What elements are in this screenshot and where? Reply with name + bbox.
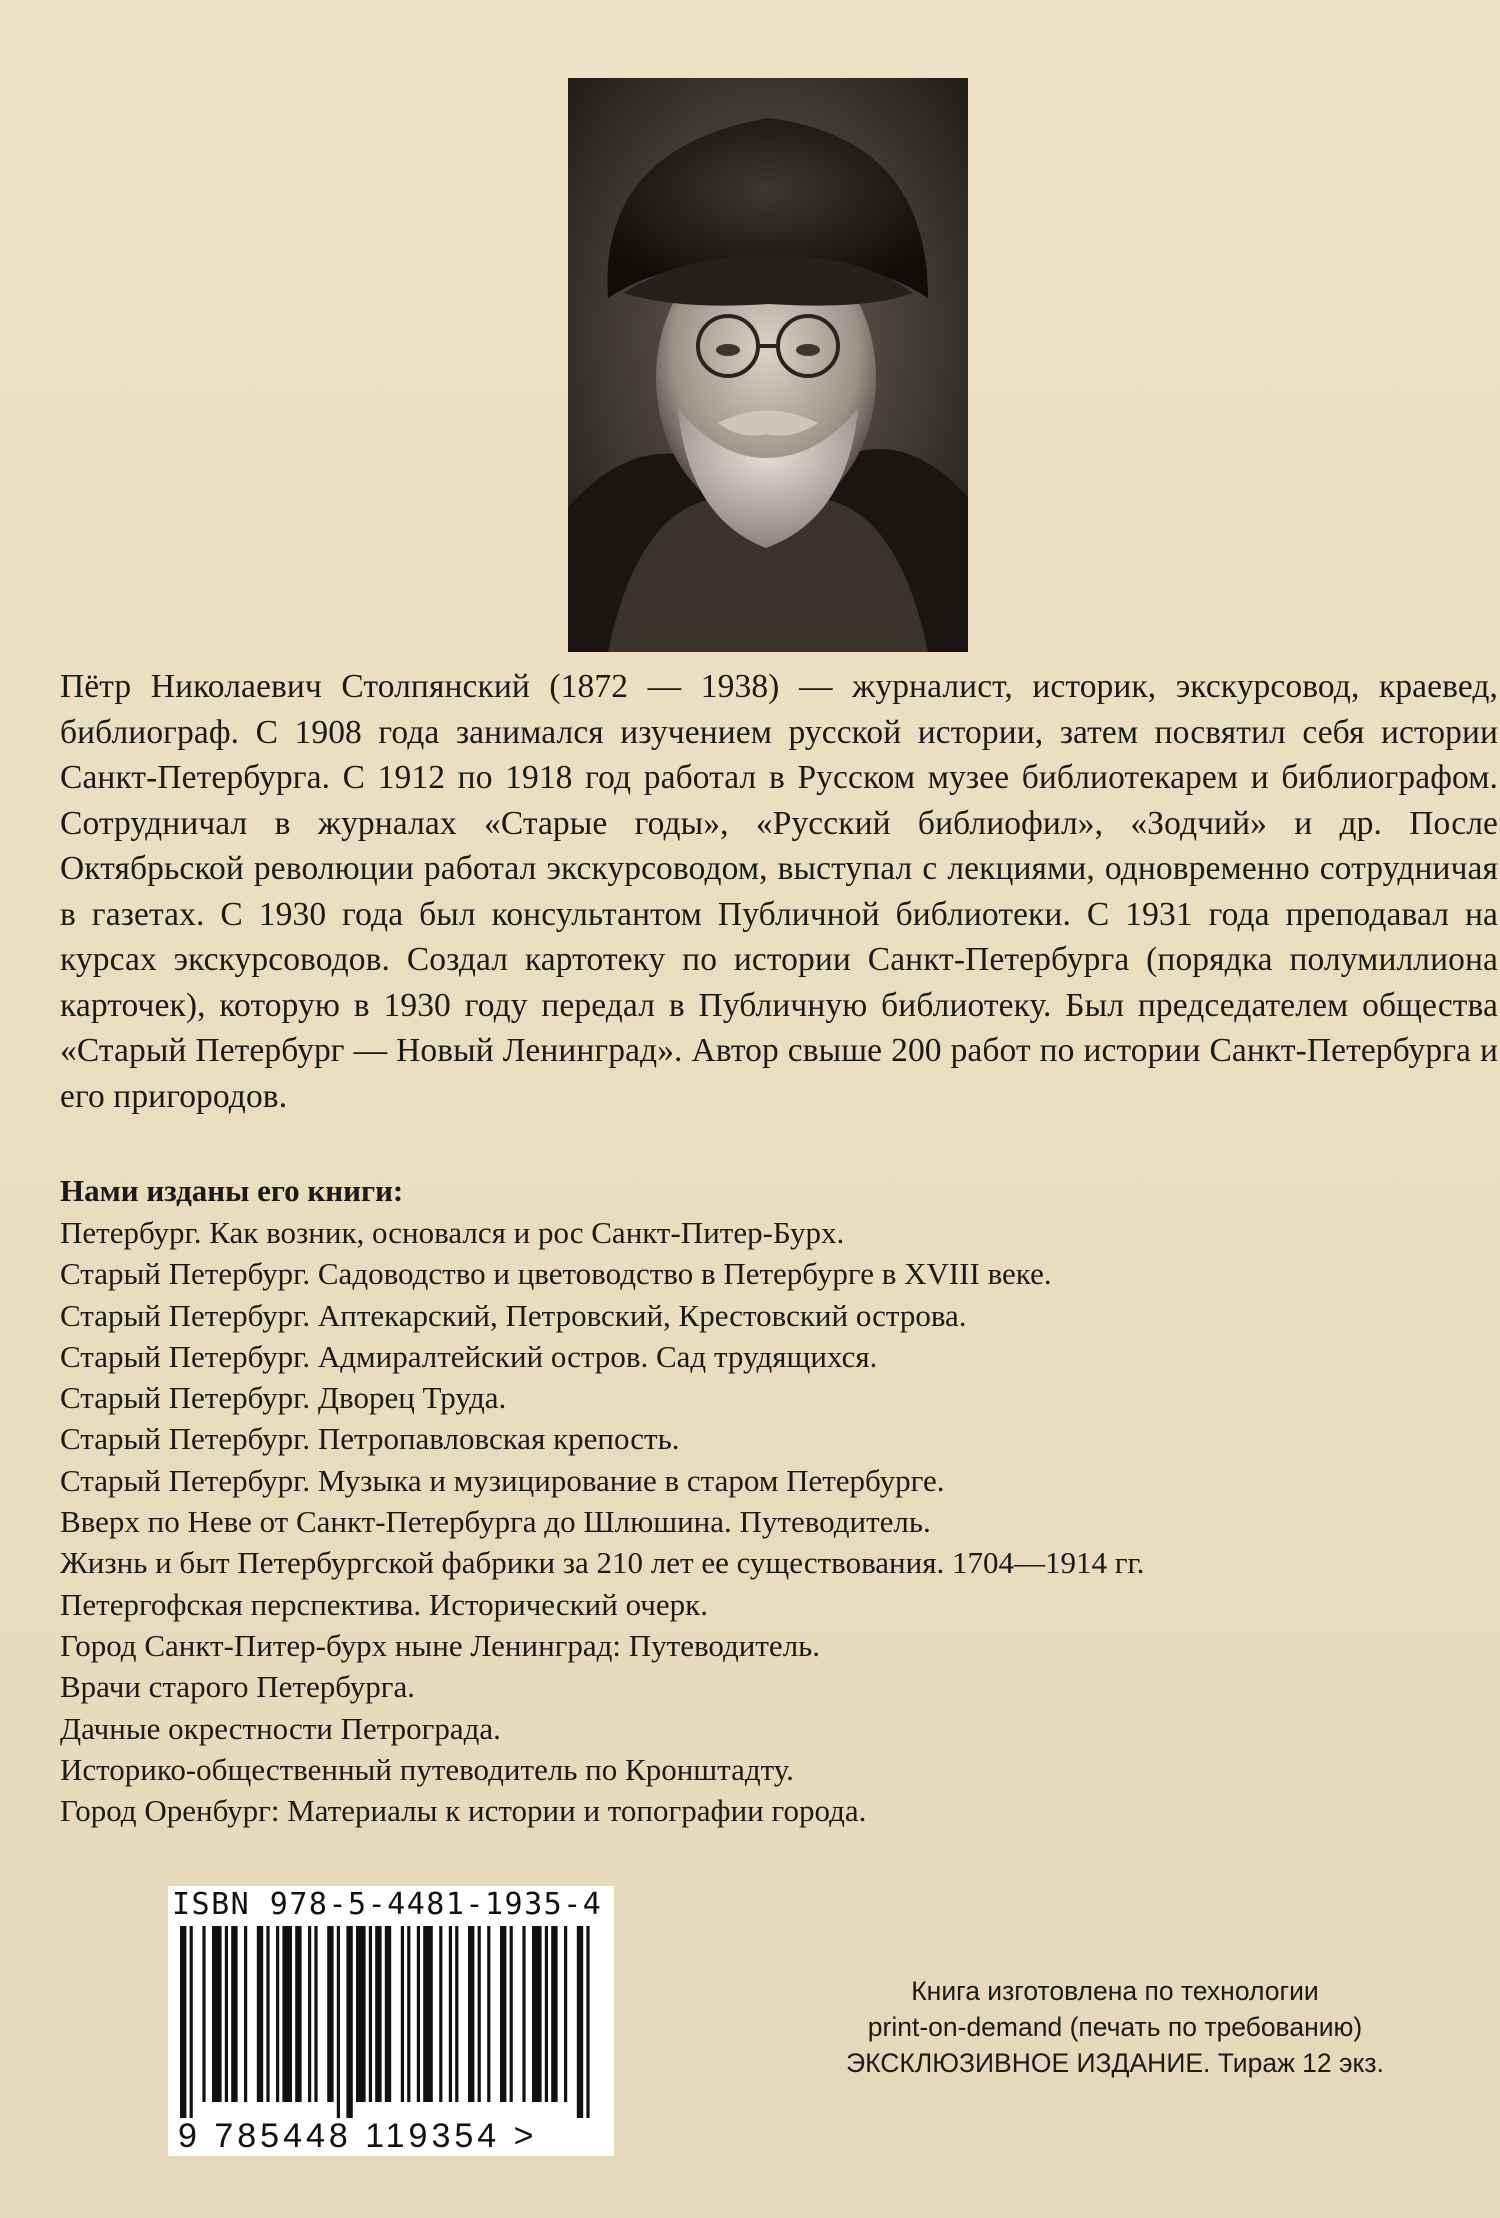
barcode-bar	[500, 1926, 506, 2102]
barcode-bar	[212, 1926, 222, 2102]
barcode-bar	[551, 1926, 557, 2102]
barcode-bar	[478, 1926, 481, 2102]
barcode-bar	[276, 1926, 279, 2102]
barcode-bar	[487, 1926, 490, 2102]
barcode-bar	[564, 1926, 567, 2102]
barcode-bar	[282, 1926, 292, 2102]
barcode-bar	[327, 1926, 333, 2102]
barcode-bar	[314, 1926, 317, 2102]
barcode-bar	[225, 1926, 228, 2102]
author-biography: Пётр Николаевич Столпянский (1872 — 1938) — журналист, историк, экскурсовод, краевед, библиограф. С 1908 года занимался изучением русской истории, затем посвятил себя истории Санкт-Петербурга. С 1912 по 1918 год работал в Русском музее библиотекарем и библиографом. Сотрудничал в журналах «Старые годы», «Русский библиофил», «Зодчий» и др. После Октябрьской революции работал экскурсоводом, выступал с лекциями, одновременно сотрудничая в газетах. С 1930 года был консультантом Публичной библиотеки. С 1931 года преподавал на курсах экскурсоводов. Создал картотеку по истории Санкт-Петербурга (порядка полумиллиона карточек), которую в 1930 году передал в Публичную библиотеку. Был председателем общества «Старый Петербург — Новый Ленинград». Автор свыше 200 работ по истории Санкт-Петербурга и его пригородов.	[60, 668, 1498, 1115]
barcode-bar	[417, 1926, 420, 2102]
list-item: Врачи старого Петербурга.	[60, 1669, 416, 1705]
barcode-bar	[244, 1926, 247, 2102]
barcode-bar	[295, 1926, 301, 2102]
barcode-bar	[401, 1926, 404, 2102]
list-item: Жизнь и быт Петербургской фабрики за 210 лет ее существования. 1704—1914 гг.	[60, 1545, 1145, 1581]
barcode-bar	[308, 1926, 311, 2102]
barcode-bar	[346, 1926, 352, 2118]
barcode-bar	[423, 1926, 433, 2102]
barcode-bar	[337, 1926, 340, 2118]
books-list	[60, 1212, 1460, 1831]
list-item: Старый Петербург. Музыка и музицирование в старом Петербурге.	[60, 1462, 945, 1498]
print-on-demand-note	[790, 1973, 1440, 2081]
isbn-barcode	[168, 1886, 614, 2156]
barcode-bar	[202, 1926, 205, 2102]
list-item: Старый Петербург. Садоводство и цветоводство в Петербурге в XVIII веке.	[60, 1256, 1052, 1292]
list-item: Вверх по Неве от Санкт-Петербурга до Шлюшина. Путеводитель.	[60, 1504, 931, 1540]
list-item: Петербург. Как возник, основался и рос Санкт-Питер-Бурх.	[60, 1215, 845, 1250]
barcode-bar	[577, 1926, 583, 2118]
list-item: Дачные окрестности Петрограда.	[60, 1710, 501, 1746]
barcode-bar	[586, 1926, 589, 2118]
barcode-bar	[407, 1926, 410, 2102]
barcode-bar	[468, 1926, 474, 2102]
barcode-bar	[439, 1926, 442, 2102]
barcode-bar	[266, 1926, 269, 2102]
list-item: Старый Петербург. Петропавловская крепость.	[60, 1421, 680, 1457]
barcode-bar	[190, 1926, 193, 2118]
list-item: Историко-общественный путеводитель по Кронштадту.	[60, 1751, 794, 1787]
barcode-bar	[231, 1926, 237, 2102]
print-note-line: Книга изготовлена по технологии	[911, 1976, 1319, 2006]
barcode-bar	[257, 1926, 263, 2102]
print-note-line: print-on-demand (печать по требованию)	[867, 2012, 1363, 2042]
list-item: Старый Петербург. Адмиралтейский остров. Сад трудящихся.	[60, 1338, 878, 1374]
barcode-bar	[522, 1926, 525, 2102]
print-note-line: ЭКСКЛЮЗИВНОЕ ИЗДАНИЕ. Тираж 12 экз.	[846, 2048, 1384, 2078]
isbn-label: ISBN 978-5-4481-1935-4	[172, 1887, 603, 1922]
list-item: Город Оренбург: Материалы к истории и топографии города.	[60, 1793, 867, 1829]
barcode-bar	[369, 1926, 372, 2102]
barcode-bar	[455, 1926, 458, 2102]
barcode-bar	[532, 1926, 542, 2102]
barcode-icon	[180, 1926, 600, 2118]
author-portrait	[568, 78, 968, 652]
barcode-bar	[356, 1926, 366, 2102]
list-item: Старый Петербург. Дворец Труда.	[60, 1380, 507, 1416]
barcode-bar	[449, 1926, 452, 2102]
barcode-digits: 9 785448 119354 >	[178, 2117, 538, 2155]
barcode-bar	[510, 1926, 513, 2102]
barcode-bar	[180, 1926, 186, 2118]
books-heading: Нами изданы его книги:	[60, 1173, 404, 1208]
barcode-bar	[375, 1926, 381, 2102]
barcode-bar	[385, 1926, 391, 2102]
portrait-photo-icon	[568, 78, 968, 652]
list-item: Старый Петербург. Аптекарский, Петровский, Крестовский острова.	[60, 1297, 967, 1333]
list-item: Город Санкт-Питер-бурх ныне Ленинград: Путеводитель.	[60, 1627, 821, 1663]
barcode-bar	[545, 1926, 548, 2102]
list-item: Петергофская перспектива. Исторический очерк.	[60, 1586, 708, 1622]
